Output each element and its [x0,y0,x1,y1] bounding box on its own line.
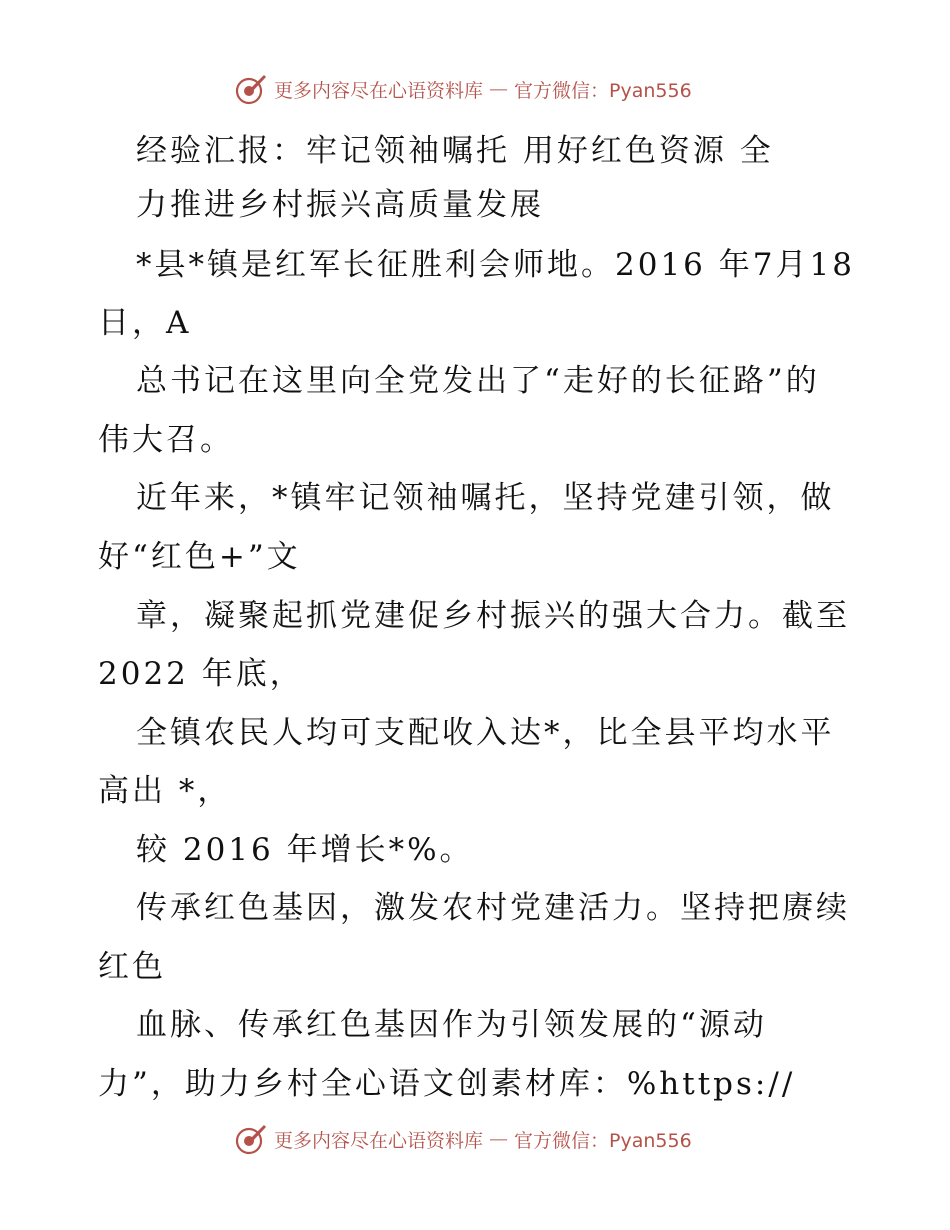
doc-line-4: 日，A [98,305,192,341]
watermark-footer [234,1122,692,1156]
quill-logo-icon [234,72,268,106]
watermark-account: 官方微信：Pyan556 [514,79,692,102]
watermark-separator: — [489,1128,509,1150]
doc-line-9: 章，凝聚起抓党建促乡村振兴的强大合力。截至 [136,598,850,634]
watermark-header [234,72,692,106]
watermark-separator: — [489,78,509,100]
doc-line-14: 传承红色基因，激发农村党建活力。坚持把赓续 [136,890,850,926]
watermark-account: 官方微信：Pyan556 [514,1129,692,1152]
doc-line-2: 力推进乡村振兴高质量发展 [136,187,544,223]
doc-line-8: 好“红色+”文 [98,539,301,575]
doc-line-16: 血脉、传承红色基因作为引领发展的“源动 [136,1007,767,1043]
doc-line-17: 力”，助力乡村全心语文创素材库：%https:// [98,1066,796,1102]
doc-line-7: 近年来，*镇牢记领袖嘱托，坚持党建引领，做 [136,480,835,516]
watermark-text: 更多内容尽在心语资料库 [274,79,484,102]
doc-line-15: 红色 [98,949,166,985]
doc-line-12: 高出 *， [98,773,232,809]
doc-line-3: *县*镇是红军长征胜利会师地。2016 年7月18 [136,247,855,283]
doc-line-5: 总书记在这里向全党发出了“走好的长征路”的 [136,363,820,399]
watermark-text: 更多内容尽在心语资料库 [274,1129,484,1152]
doc-line-1: 经验汇报：牢记领袖嘱托 用好红色资源 全 [136,133,774,169]
doc-line-13: 较 2016 年增长*%。 [136,832,474,868]
doc-line-6: 伟大召。 [98,422,234,458]
doc-line-11: 全镇农民人均可支配收入达*，比全县平均水平 [136,715,835,751]
quill-logo-icon [234,1122,268,1156]
doc-line-10: 2022 年底， [98,656,304,692]
